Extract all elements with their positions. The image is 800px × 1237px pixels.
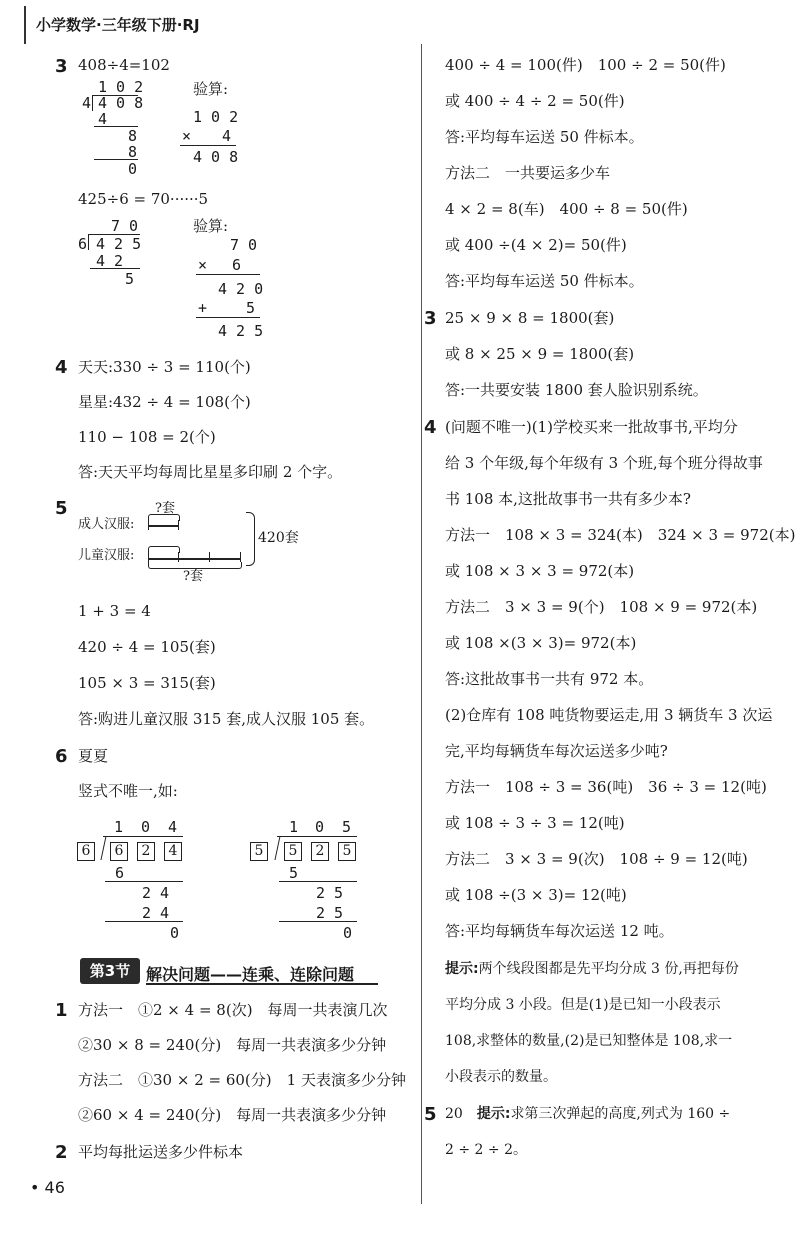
s4-line-14: 或 108 ÷(3 × 3)= 12(吨) [445, 886, 627, 904]
s5-line-1: 20 提示:求第三次弹起的高度,列式为 160 ÷ [445, 1106, 731, 1122]
section-tag: 第3节 [80, 958, 140, 984]
section-title: 解决问题——连乘、连除问题 [146, 965, 355, 984]
section-header [80, 958, 378, 984]
s3-line-3: 答:一共要安装 1800 套人脸识别系统。 [445, 381, 708, 399]
s5-line-2: 2 ÷ 2 ÷ 2。 [445, 1142, 527, 1158]
q4-number: 4 [55, 357, 68, 378]
s1-number: 1 [55, 1000, 68, 1021]
q3-number: 3 [55, 56, 68, 77]
s4-line-9: (2)仓库有 108 吨货物要运走,用 3 辆货车 3 次运 [445, 706, 773, 724]
page-number: • 46 [30, 1178, 65, 1197]
s2-line-4: 方法二 一共要运多少车 [445, 164, 611, 182]
q6-number: 6 [55, 746, 68, 767]
q4-line-2: 星星:432 ÷ 4 = 108(个) [78, 393, 251, 411]
s4-line-6: 方法二 3 × 3 = 9(个) 108 × 9 = 972(本) [445, 598, 758, 616]
q3-check-label-2: 验算: [193, 217, 229, 235]
s1-line-2: ②30 × 8 = 240(分) 每周一共表演多少分钟 [78, 1036, 387, 1054]
q3-equation-2: 425÷6 = 70······5 [78, 190, 209, 208]
s4-tip-line-3: 108,求整体的数量,(2)是已知整体是 108,求一 [445, 1033, 733, 1049]
s4-tip-line-1: 提示:两个线段图都是先平均分成 3 份,再把每份 [445, 961, 739, 977]
s5-number: 5 [424, 1104, 437, 1125]
s4-line-10: 完,平均每辆货车每次运送多少吨? [445, 742, 668, 760]
s4-line-13: 方法二 3 × 3 = 9(次) 108 ÷ 9 = 12(吨) [445, 850, 748, 868]
section-underline [146, 983, 378, 985]
s4-line-1: (问题不唯一)(1)学校买来一批故事书,平均分 [445, 418, 738, 436]
q4-answer: 答:天天平均每周比星星多印刷 2 个字。 [78, 463, 343, 481]
q5-line-1: 1 + 3 = 4 [78, 602, 151, 620]
s4-line-5: 或 108 × 3 × 3 = 972(本) [445, 562, 635, 580]
s1-line-3: 方法二 ①30 × 2 = 60(分) 1 天表演多少分钟 [78, 1071, 406, 1089]
s2-line-5: 4 × 2 = 8(车) 400 ÷ 8 = 50(件) [445, 200, 688, 218]
q6-note: 竖式不唯一,如: [78, 782, 178, 800]
s3-number: 3 [424, 308, 437, 329]
s3-line-1: 25 × 9 × 8 = 1800(套) [445, 309, 615, 327]
header-title: 小学数学·三年级下册·RJ [36, 16, 200, 34]
s2-line-3: 答:平均每车运送 50 件标本。 [445, 128, 644, 146]
s2-line-6: 或 400 ÷(4 × 2)= 50(件) [445, 236, 627, 254]
s2-line-2: 或 400 ÷ 4 ÷ 2 = 50(件) [445, 92, 625, 110]
q5-line-3: 105 × 3 = 315(套) [78, 674, 216, 692]
s3-line-2: 或 8 × 25 × 9 = 1800(套) [445, 345, 635, 363]
q5-answer: 答:购进儿童汉服 315 套,成人汉服 105 套。 [78, 710, 375, 728]
q5-number: 5 [55, 498, 68, 519]
s4-line-12: 或 108 ÷ 3 ÷ 3 = 12(吨) [445, 814, 625, 832]
q4-line-3: 110 − 108 = 2(个) [78, 428, 216, 446]
s4-line-8: 答:这批故事书一共有 972 本。 [445, 670, 654, 688]
s5-answer: 20 [445, 1106, 463, 1122]
s5-tip-label: 提示: [476, 1106, 511, 1122]
q3-equation-1: 408÷4=102 [78, 56, 170, 74]
column-divider [421, 44, 422, 1204]
header-rule [24, 6, 36, 44]
s1-line-4: ②60 × 4 = 240(分) 每周一共表演多少分钟 [78, 1106, 387, 1124]
s4-line-7: 或 108 ×(3 × 3)= 972(本) [445, 634, 637, 652]
s4-line-11: 方法一 108 ÷ 3 = 36(吨) 36 ÷ 3 = 12(吨) [445, 778, 767, 796]
s2-line-1: 400 ÷ 4 = 100(件) 100 ÷ 2 = 50(件) [445, 56, 726, 74]
s1-line-1: 方法一 ①2 × 4 = 8(次) 每周一共表演几次 [78, 1001, 388, 1019]
s2-line-0: 平均每批运送多少件标本 [78, 1143, 244, 1161]
s4-line-2: 给 3 个年级,每个年级有 3 个班,每个班分得故事 [445, 454, 763, 472]
q6-name: 夏夏 [78, 747, 109, 765]
s4-number: 4 [424, 417, 437, 438]
s4-line-15: 答:平均每辆货车每次运送 12 吨。 [445, 922, 674, 940]
q5-line-2: 420 ÷ 4 = 105(套) [78, 638, 216, 656]
s4-tip-line-4: 小段表示的数量。 [445, 1069, 557, 1085]
q3-check-label-1: 验算: [193, 80, 229, 98]
q4-line-1: 天天:330 ÷ 3 = 110(个) [78, 358, 251, 376]
s2-line-7: 答:平均每车运送 50 件标本。 [445, 272, 644, 290]
s4-tip-label: 提示: [445, 961, 479, 977]
s2-number: 2 [55, 1142, 68, 1163]
s4-line-3: 书 108 本,这批故事书一共有多少本? [445, 490, 691, 508]
s4-line-4: 方法一 108 × 3 = 324(本) 324 × 3 = 972(本) [445, 526, 796, 544]
s4-tip-line-2: 平均分成 3 小段。但是(1)是已知一小段表示 [445, 997, 721, 1013]
